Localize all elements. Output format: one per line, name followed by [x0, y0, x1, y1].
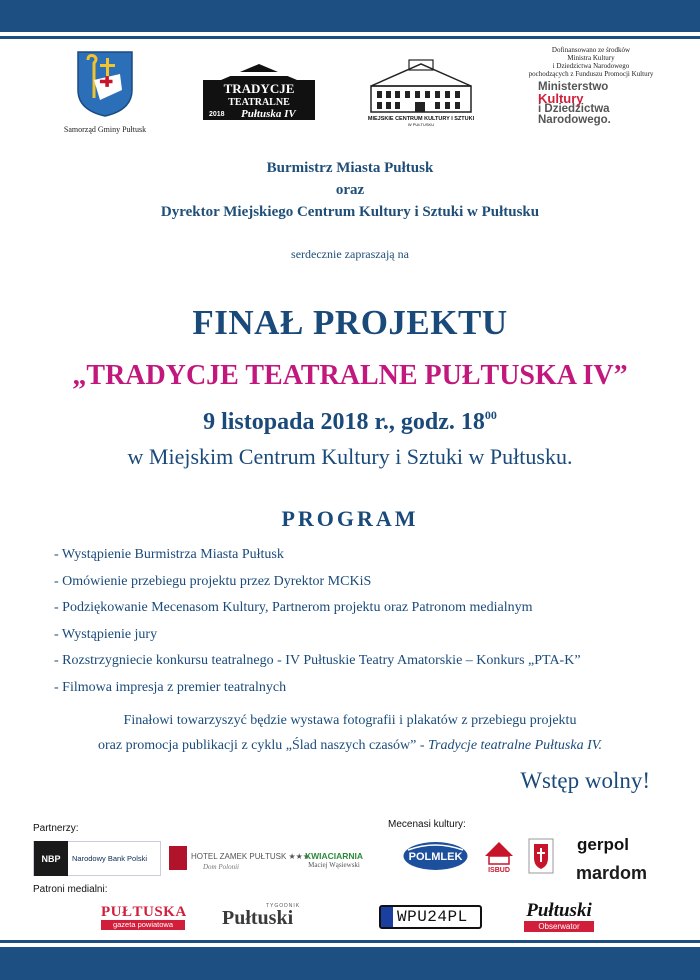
inviter-director: Dyrektor Miejskiego Centrum Kultury i Sztuki w Pułtusku [160, 204, 540, 220]
isbud-name: ISBUD [488, 867, 510, 874]
wpu24-text: WPU24PL [397, 908, 468, 926]
project-name: „TRADYCJE TEATRALNE PUŁTUSKA IV” [72, 360, 628, 391]
gerpol-logo: gerpol [577, 835, 629, 854]
mardom-logo: mardom [576, 863, 648, 883]
event-venue: w Miejskim Centrum Kultury i Sztuki w Pułtusku. [127, 444, 573, 469]
tt-logo-city: Pułtuska IV [241, 108, 296, 120]
wpu24-logo [379, 905, 482, 929]
ministry-line3: i Dziedzictwa [538, 103, 610, 115]
ministry-line1: Ministerstwo [538, 81, 609, 93]
patrons-label: Mecenasi kultury: [388, 819, 466, 830]
program-item: - Podziękowanie Mecenasom Kultury, Partnerom projektu oraz Patronom medialnym [54, 600, 533, 615]
event-date [0, 408, 700, 436]
program-item: - Omówienie przebiegu projektu przez Dyrektor MCKiS [54, 573, 372, 589]
ministry-line4: Narodowego. [538, 114, 611, 126]
invite-text: serdecznie zapraszają na [291, 247, 409, 261]
exhibition-line1: Finałowi towarzyszyć będzie wystawa fotografii i plakatów z przebiegu projektu [123, 713, 577, 728]
tradycje-teatralne-logo [203, 62, 315, 120]
nbp-logo [33, 841, 161, 876]
partners-label: Partnerzy: [33, 823, 79, 834]
mckis-caption: MIEJSKIE CENTRUM KULTURY I SZTUKI [367, 116, 475, 122]
bottom-band [0, 947, 700, 980]
hotel-logo [169, 846, 311, 874]
funding-line: Ministra Kultury [567, 54, 615, 62]
obserwator-logo [519, 901, 599, 932]
florist-logo [298, 851, 370, 869]
inviter-and: oraz [335, 182, 365, 198]
top-rule [0, 36, 700, 39]
media-label: Patroni medialni: [33, 884, 108, 895]
florist-name: KWIACIARNIA [304, 851, 364, 861]
ministry-line2: Kultury [538, 91, 584, 106]
event-time-sup: 00 [484, 408, 497, 422]
tygodnik-pultuski-logo [222, 903, 334, 931]
nbp-name: Narodowy Bank Polski [72, 854, 148, 863]
event-title: FINAŁ PROJEKTU [192, 303, 508, 342]
gazeta-pultuska-logo [101, 905, 185, 931]
event-date-text: 9 listopada 2018 r., godz. 18 [203, 409, 485, 435]
tt-logo-line2: TEATRALNE [228, 97, 290, 108]
funding-note [528, 46, 654, 78]
eu-plate-icon [381, 907, 393, 927]
program-item: - Filmowa impresja z premier teatralnych [54, 679, 287, 695]
isbud-logo [481, 838, 517, 874]
gazeta-sub: gazeta powiatowa [101, 920, 185, 930]
crest-caption: Samorząd Gminy Pułtusk [63, 125, 147, 134]
program-heading: PROGRAM [281, 506, 419, 531]
inviter-mayor: Burmistrz Miasta Pułtusk [266, 160, 434, 176]
obserwator-sub: Obserwator [524, 921, 594, 932]
program-item: - Wystąpienie jury [54, 626, 158, 642]
funding-line: i Dziedzictwa Narodowego [552, 62, 630, 70]
gazeta-title: PUŁTUSKA [101, 904, 187, 920]
tygodnik-label: TYGODNIK [266, 903, 301, 909]
funding-line: Dofinansowano ze środków [551, 46, 631, 54]
program-item: - Rozstrzygniecie konkursu teatralnego - IV Pułtuskie Teatry Amatorskie – Konkurs „PTA-K” [54, 653, 581, 668]
exhibition-line2 [0, 733, 700, 758]
funding-line: pochodzących z Funduszu Promocji Kultury [528, 70, 654, 78]
obserwator-title: Pułtuski [526, 900, 592, 921]
inviters-block [0, 157, 700, 223]
tt-logo-line1: TRADYCJE [223, 81, 295, 96]
polmlek-logo [402, 840, 469, 872]
tt-logo-year: 2018 [209, 111, 225, 118]
program-list [54, 542, 581, 701]
nbp-badge: NBP [34, 841, 68, 876]
ministry-logo [538, 82, 611, 126]
bottom-rule [0, 940, 700, 943]
free-entry: Wstęp wolny! [520, 768, 650, 793]
program-item: - Wystąpienie Burmistrza Miasta Pułtusk [54, 547, 284, 562]
top-band [0, 0, 700, 32]
exhibition-line2-prefix: oraz promocja publikacji z cyklu „Ślad naszych czasów” - [98, 738, 429, 753]
florist-owner: Maciej Wąsiewski [308, 861, 360, 869]
hotel-sub: Dom Polonii [203, 863, 239, 871]
mckis-sub: W PUŁTUSKU [407, 122, 435, 127]
hotel-name: HOTEL ZAMEK PUŁTUSK ★★★ [191, 852, 311, 861]
exhibition-note [0, 708, 700, 758]
tygodnik-title: Pułtuski [222, 907, 294, 929]
town-crest-icon [76, 50, 134, 118]
sponsor-crest-icon [528, 838, 554, 874]
exhibition-publication-title: Tradycje teatralne Pułtuska IV. [428, 738, 602, 753]
hotel-mark-icon [169, 846, 187, 870]
mckis-building-logo [365, 58, 477, 128]
polmlek-name: POLMLEK [408, 851, 463, 863]
